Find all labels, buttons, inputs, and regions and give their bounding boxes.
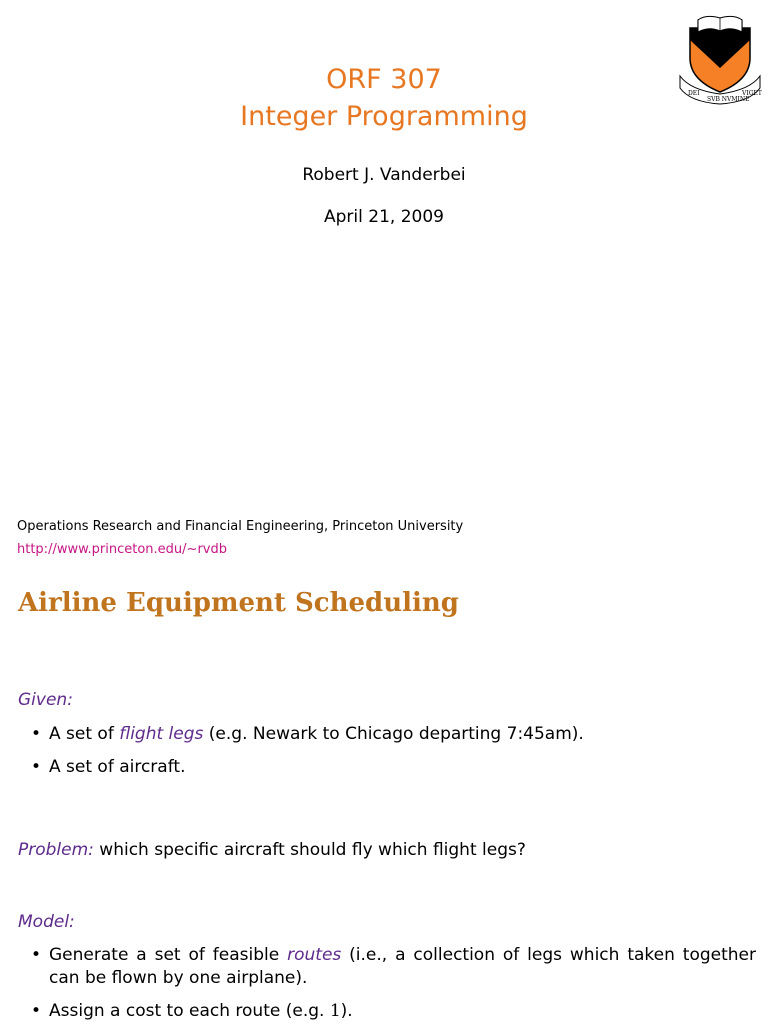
problem-statement bbox=[18, 839, 526, 861]
given-label: Given: bbox=[18, 690, 73, 710]
bullet-dot: • bbox=[31, 724, 42, 744]
model-bullet-routes bbox=[31, 944, 756, 990]
author-name: Robert J. Vanderbei bbox=[302, 165, 466, 185]
course-title: ORF 307 bbox=[326, 64, 442, 95]
model-label: Model: bbox=[18, 912, 75, 932]
routes-term: routes bbox=[287, 945, 342, 965]
given-bullet-aircraft bbox=[31, 756, 756, 779]
model-bullet-cost bbox=[31, 1000, 756, 1023]
problem-text: which specific aircraft should fly which flight legs? bbox=[93, 840, 526, 860]
flight-legs-term: flight legs bbox=[119, 724, 204, 744]
bullet-text: ). bbox=[340, 1001, 353, 1021]
bullet-text: Assign a cost to each route (e.g. bbox=[49, 1001, 330, 1021]
svg-text:DEI: DEI bbox=[688, 90, 700, 97]
bullet-text: A set of aircraft. bbox=[49, 757, 186, 777]
problem-label: Problem: bbox=[18, 840, 94, 860]
bullet-dot: • bbox=[31, 1001, 42, 1021]
affiliation: Operations Research and Financial Engineering, Princeton University bbox=[17, 519, 464, 534]
bullet-text: A set of bbox=[49, 724, 120, 744]
equation-reference: 1 bbox=[329, 1001, 341, 1021]
bullet-text: (e.g. Newark to Chicago departing 7:45am). bbox=[203, 724, 584, 744]
course-subject: Integer Programming bbox=[240, 101, 528, 132]
bullet-text: Generate a set of feasible bbox=[49, 945, 288, 965]
bullet-text: (i.e., a collection of legs which taken together can be flown by one airplane). bbox=[49, 945, 756, 988]
bullet-dot: • bbox=[31, 945, 42, 965]
homepage-link[interactable]: http://www.princeton.edu/~rvdb bbox=[17, 542, 227, 557]
svg-text:VIGET: VIGET bbox=[742, 90, 762, 97]
lecture-date: April 21, 2009 bbox=[324, 207, 444, 227]
bullet-dot: • bbox=[31, 757, 42, 777]
princeton-crest-logo bbox=[676, 6, 764, 106]
svg-text:SVB NVMINE: SVB NVMINE bbox=[707, 96, 750, 103]
given-bullet-flight-legs bbox=[31, 723, 756, 746]
slide-title: Airline Equipment Scheduling bbox=[18, 588, 459, 618]
